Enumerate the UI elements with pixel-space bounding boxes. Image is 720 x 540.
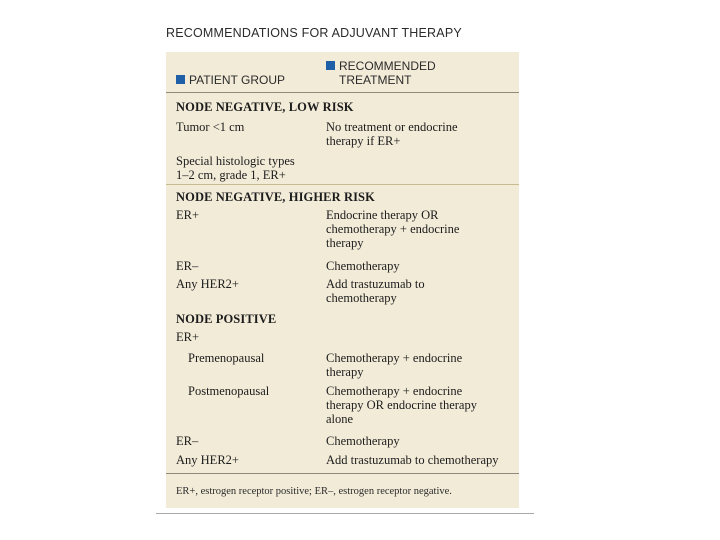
group-cell: ER+	[176, 208, 200, 222]
treatment-line: therapy	[326, 236, 364, 250]
group-cell: ER–	[176, 434, 199, 448]
table-title: RECOMMENDATIONS FOR ADJUVANT THERAPY	[166, 26, 462, 40]
footnote: ER+, estrogen receptor positive; ER–, estrogen receptor negative.	[176, 486, 452, 497]
header-treatment-line1: RECOMMENDED	[339, 59, 436, 73]
treatment-cell	[326, 277, 516, 305]
treatment-cell	[326, 351, 516, 379]
square-marker-icon	[176, 75, 185, 84]
treatment-line: Endocrine therapy OR	[326, 208, 439, 222]
treatment-line: therapy	[326, 365, 364, 379]
treatment-line: therapy if ER+	[326, 134, 401, 148]
group-cell: ER–	[176, 259, 199, 273]
group-cell: Premenopausal	[188, 351, 265, 365]
treatment-line: chemotherapy	[326, 291, 397, 305]
treatment-line: No treatment or endocrine	[326, 120, 458, 134]
treatment-line: alone	[326, 412, 354, 426]
header-divider	[166, 92, 519, 93]
section-title-node-positive: NODE POSITIVE	[176, 312, 277, 326]
footnote-divider	[166, 473, 519, 474]
group-cell: Tumor <1 cm	[176, 120, 245, 134]
group-cell: Any HER2+	[176, 277, 239, 291]
header-patient-group	[176, 73, 285, 87]
treatment-cell	[326, 384, 516, 426]
section-title-node-negative-low-risk: NODE NEGATIVE, LOW RISK	[176, 100, 354, 114]
group-cell	[176, 154, 295, 182]
treatment-line: chemotherapy + endocrine	[326, 222, 460, 236]
treatment-line: therapy OR endocrine therapy	[326, 398, 477, 412]
treatment-cell: Chemotherapy	[326, 434, 400, 448]
header-recommended-treatment	[326, 59, 436, 87]
group-line: Special histologic types	[176, 154, 295, 168]
header-treatment-line2: TREATMENT	[339, 73, 412, 87]
group-cell: ER+	[176, 330, 200, 344]
square-marker-icon	[326, 61, 335, 70]
treatment-cell: Add trastuzumab to chemotherapy	[326, 453, 499, 467]
group-cell: Postmenopausal	[188, 384, 270, 398]
group-cell: Any HER2+	[176, 453, 239, 467]
treatment-line: Add trastuzumab to	[326, 277, 425, 291]
treatment-cell	[326, 208, 516, 250]
treatment-line: Chemotherapy + endocrine	[326, 384, 463, 398]
treatment-line: Chemotherapy + endocrine	[326, 351, 463, 365]
section-title-node-negative-higher-risk: NODE NEGATIVE, HIGHER RISK	[176, 190, 375, 204]
header-patient-group-label: PATIENT GROUP	[189, 73, 286, 87]
bottom-rule	[156, 513, 534, 514]
section-divider	[166, 184, 519, 185]
group-line: 1–2 cm, grade 1, ER+	[176, 168, 286, 182]
treatment-cell	[326, 120, 516, 148]
treatment-cell: Chemotherapy	[326, 259, 400, 273]
